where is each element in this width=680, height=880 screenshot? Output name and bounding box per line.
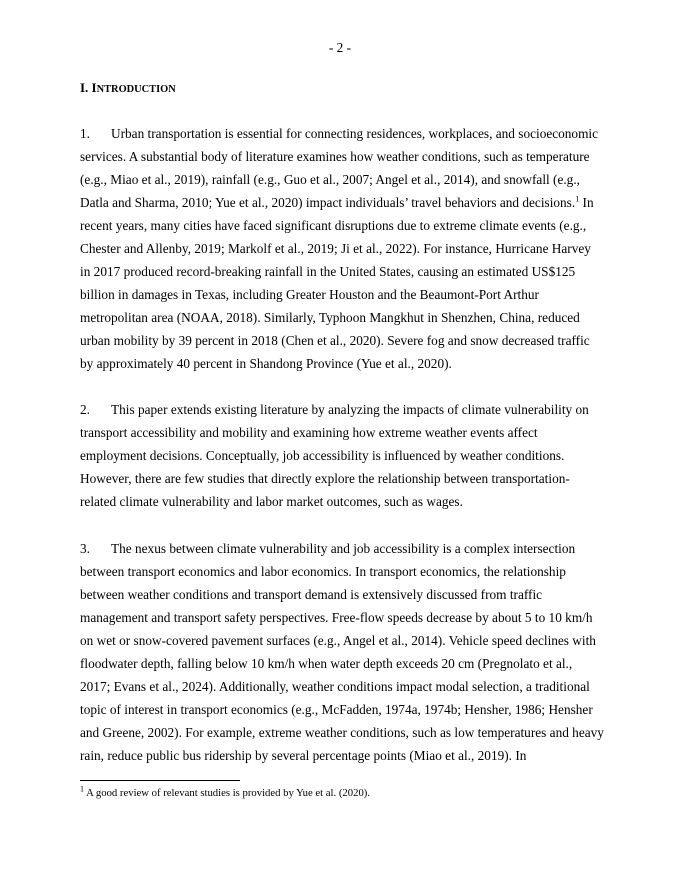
paragraph-text: The nexus between climate vulnerability and job accessibility is a complex intersection between transport economics and labor economics. In transport economics, the relationship between weather conditions and transport demand is extensively discussed from traffic management and transport safety perspectives. Free-flow speeds decrease by about 5 to 10 km/h on wet or snow-covered pavement surfaces (e.g., Angel et al., 2014). Vehicle speed declines with floodwater depth, falling below 10 km/h when water depth exceeds 20 cm (Pregnolato et al., 2017; Evans et al., 2024). Additionally, weather conditions impact modal selection, a traditional topic of interest in transport economics (e.g., McFadden, 1974a, 1974b; Hensher, 1986; Hensher and Greene, 2002). For example, extreme weather conditions, such as low temperatures and heavy rain, reduce public bus ridership by several percentage points (Miao et al., 2019). In — [80, 541, 604, 763]
paragraph-number: 2. — [80, 402, 90, 417]
footnote-text: A good review of relevant studies is provided by Yue et al. (2020). — [84, 787, 371, 799]
paragraph-text: Urban transportation is essential for connecting residences, workplaces, and socioeconomic services. A substantial body of literature examines how weather conditions, such as temperature (e.g., Miao et al., 2019), rainfall (e.g., Guo et al., 2007; Angel et al., 2014), and snowfall (e.g., Datla and Sharma, 2010; Yue et al., 2020) impact individuals’ travel behaviors and decisions. — [80, 126, 599, 210]
paragraph-1 — [80, 122, 604, 375]
paragraph-number: 3. — [80, 541, 90, 556]
paragraph-text: This paper extends existing literature by analyzing the impacts of climate vulnerability on transport accessibility and mobility and examining how extreme weather events affect employment decisions. Conceptually, job accessibility is influenced by weather conditions. However, there are few studies that directly explore the relationship between transportation-related climate vulnerability and labor market outcomes, such as wages. — [80, 402, 589, 509]
heading-smallcaps: NTRODUCTION — [96, 84, 176, 95]
page-number: - 2 - — [328, 40, 352, 55]
footnote-reference[interactable]: 1 — [575, 194, 580, 204]
footnote — [80, 786, 370, 800]
paragraph-text-continued: In recent years, many cities have faced significant disruptions due to extreme climate events (e.g., Chester and Allenby, 2019; Markolf et al., 2019; Ji et al., 2022). For instance, Hurricane Harvey in 2017 produced record-breaking rainfall in the United States, causing an estimated US$125 billion in damages in Texas, including Greater Houston and the Beaumont-Port Arthur metropolitan area (NOAA, 2018). Similarly, Typhoon Mangkhut in Shenzhen, China, reduced urban mobility by 39 percent in 2018 (Chen et al., 2020). Severe fog and snow decreased traffic by approximately 40 percent in Shandong Province (Yue et al., 2020). — [80, 195, 594, 371]
paragraph-2 — [80, 398, 604, 513]
paragraph-3 — [80, 537, 604, 767]
footnote-divider — [80, 780, 240, 781]
footnote-marker: 1 — [80, 784, 84, 794]
section-heading — [80, 79, 176, 99]
paragraph-number: 1. — [80, 126, 90, 141]
heading-prefix: I. I — [80, 80, 97, 95]
